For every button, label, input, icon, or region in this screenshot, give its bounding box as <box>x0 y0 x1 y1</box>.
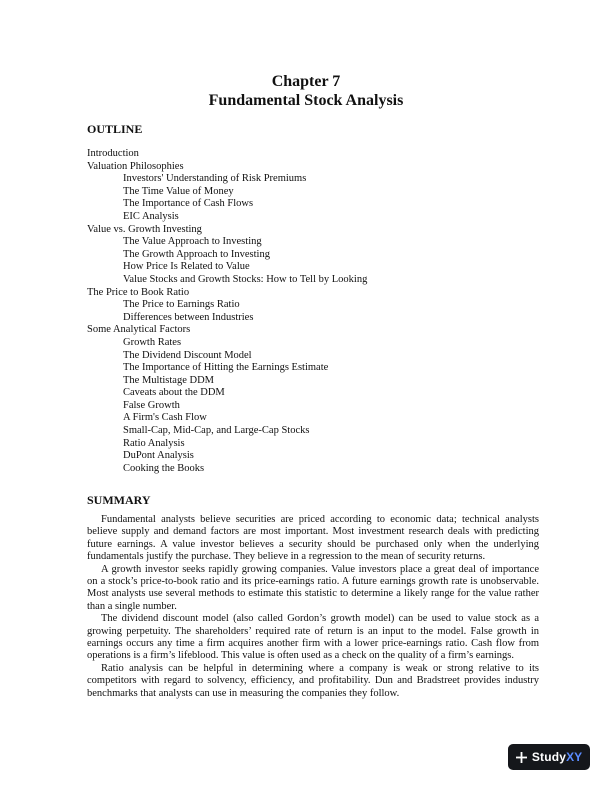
outline-item: Some Analytical Factors <box>87 324 191 336</box>
outline-item: EIC Analysis <box>123 210 179 222</box>
studyxy-badge[interactable] <box>508 744 590 770</box>
outline-item: A Firm's Cash Flow <box>123 412 207 424</box>
outline-item: The Price to Earnings Ratio <box>123 299 240 311</box>
summary-paragraph: Ratio analysis can be helpful in determining where a company is weak or strong relative to its competitors with regard to solvency, efficiency, and profitability. Dun and Bradstreet provides industry benchmarks that analysts can use in measuring the companies they follow. <box>87 662 539 699</box>
summary-body <box>87 514 539 700</box>
outline-item: How Price Is Related to Value <box>123 261 250 273</box>
outline-item: Value vs. Growth Investing <box>87 223 202 235</box>
outline-item: The Dividend Discount Model <box>123 349 252 361</box>
summary-paragraph: The dividend discount model (also called Gordon’s growth model) can be used to value stock as a growing perpetuity. The shareholders’ required rate of return is an input to the model. False growth in earnings occurs any time a firm acquires another firm with a lower price-earnings ratio. Cash flow from operations is a firm’s lifeblood. This value is often used as a check on the quality of a firm’s earnings. <box>87 613 539 662</box>
brand-accent: XY <box>566 750 583 764</box>
outline-item: Value Stocks and Growth Stocks: How to Tell by Looking <box>123 273 368 285</box>
outline-item: Cooking the Books <box>123 462 205 474</box>
summary-paragraph: A growth investor seeks rapidly growing companies. Value investors place a great deal of importance on a stock’s price-to-book ratio and its price-earnings ratio. A future earnings growth rate is unobservable. Most analysts use several methods to estimate this statistic to determine a likely range for the value rather than a single number. <box>87 563 539 612</box>
outline-item: Introduction <box>87 148 139 159</box>
outline-item: Investors' Understanding of Risk Premiums <box>123 173 307 185</box>
outline-item: The Importance of Hitting the Earnings Estimate <box>123 362 329 374</box>
outline-item: The Price to Book Ratio <box>87 286 190 298</box>
summary-heading: SUMMARY <box>87 493 151 507</box>
brand-name: Study <box>531 750 567 764</box>
outline-item: Growth Rates <box>123 336 182 348</box>
outline-item: Differences between Industries <box>123 311 254 323</box>
outline-item: Caveats about the DDM <box>123 387 225 399</box>
outline-item: The Value Approach to Investing <box>123 236 262 248</box>
outline-item: The Multistage DDM <box>123 374 214 386</box>
outline-item: The Growth Approach to Investing <box>123 248 270 260</box>
chapter-title: Fundamental Stock Analysis <box>208 92 404 109</box>
outline-list <box>87 148 527 475</box>
outline-item: Ratio Analysis <box>123 437 185 449</box>
outline-item: Small-Cap, Mid-Cap, and Large-Cap Stocks <box>123 425 310 437</box>
outline-heading: OUTLINE <box>87 122 143 136</box>
chapter-number: Chapter 7 <box>271 73 341 90</box>
outline-item: The Time Value of Money <box>123 185 234 197</box>
outline-item: The Importance of Cash Flows <box>123 198 254 210</box>
outline-item: Valuation Philosophies <box>87 160 184 172</box>
plus-icon <box>516 752 527 763</box>
outline-item: False Growth <box>123 399 180 411</box>
summary-paragraph: Fundamental analysts believe securities are priced according to economic data; technical analysts believe supply and demand factors are most important. Most investment research deals with predicting future earnings. A value investor believes a security should be purchased only when the underlying fundamentals justify the purchase. They believe in a regression to the mean of security returns. <box>87 514 539 563</box>
outline-item: DuPont Analysis <box>123 450 194 462</box>
